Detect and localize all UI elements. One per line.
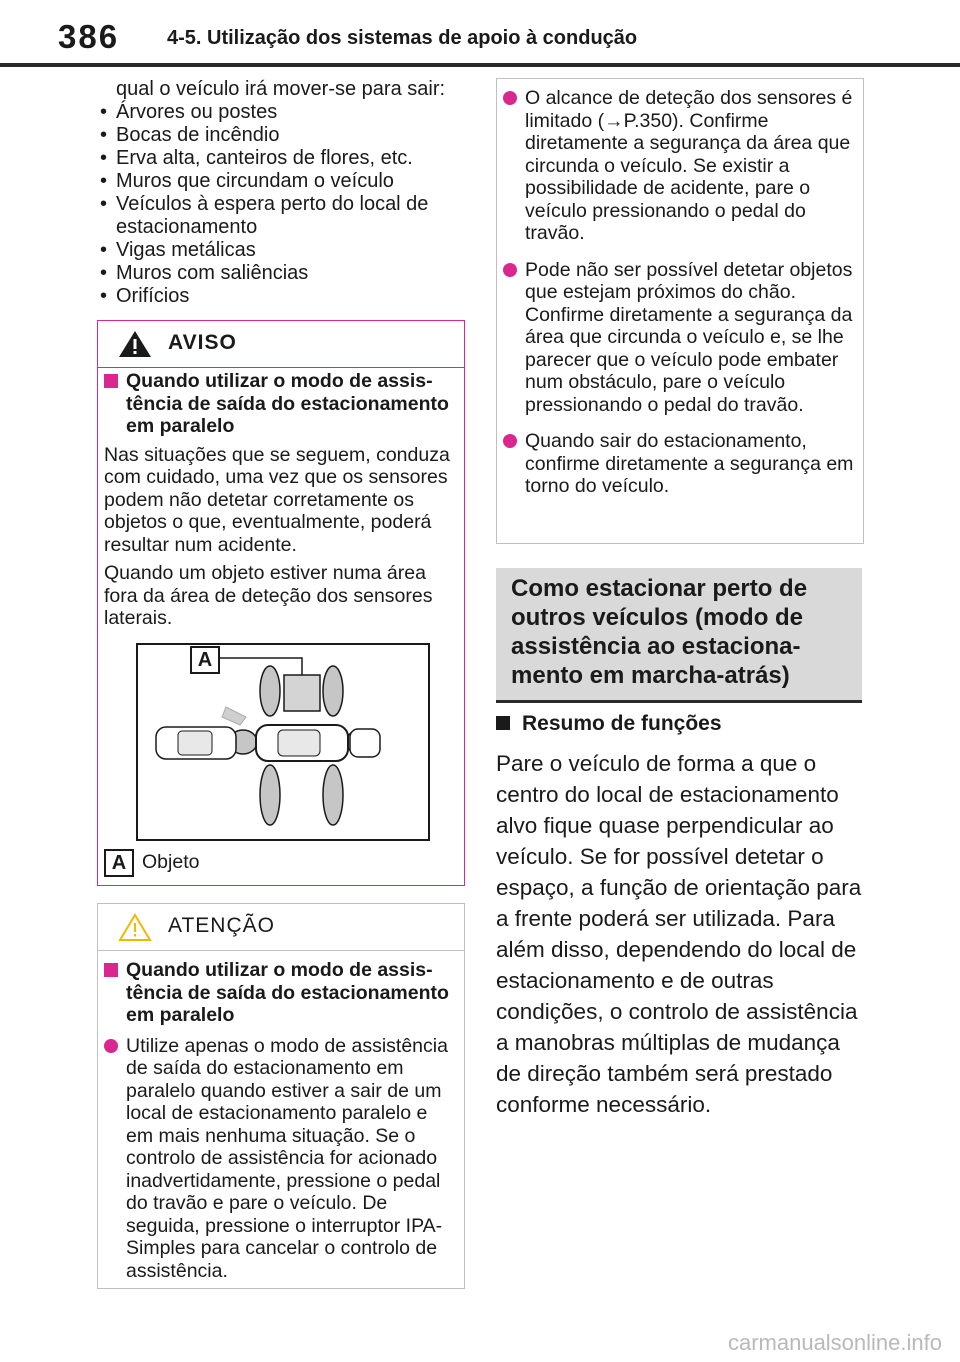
aviso-box (97, 320, 465, 886)
list-item: • Vigas metálicas (100, 239, 256, 261)
list-item: • Bocas de incêndio (100, 124, 280, 146)
page-number: 386 (58, 18, 120, 55)
aviso-label: AVISO (168, 331, 237, 354)
section-title: 4-5. Utilização dos sistemas de apoio à condução (167, 27, 638, 49)
atencao-item: Utilize apenas o modo de assistência de saída do estacionamento em paralelo quando estiver a sair de um local de estacionamento paralelo e em mais nenhuma situação. Se o controlo de assistência for acionado inadvertidamente, pressione o pedal do travão e pare o veículo. De seguida, pressione o interruptor IPA-Simples para cancelar o controlo de assistência. (104, 1035, 456, 1283)
figure-label: A (190, 646, 220, 674)
aviso-heading: Quando utilizar o modo de assistência de saída do estacionamento em paralelo (104, 370, 456, 438)
aviso-paragraph: Nas situações que se seguem, conduza com cuidado, uma vez que os sensores podem não detetar corretamente os objetos o que, eventualmente, poderá resultar num acidente. (104, 443, 450, 556)
functions-body: Pare o veículo de forma a que o centro do local de estacionamento alvo fique quase perpendicular ao veículo. Se for possível detetar o espaço, a função de orientação para a frente poderá ser utilizada. Para além disso, dependendo do local de estacionamento e de outras condições, o controlo de assistência a manobras múltiplas de mudança de direção também será prestado conforme necessário. (496, 751, 862, 1117)
section-heading: Como estacionar perto de outros veículos (modo de assistência ao estacionamento em marcha-atrás) (511, 575, 808, 689)
warning-icon (117, 329, 153, 359)
header-divider (0, 63, 960, 67)
note-item: Pode não ser possível detetar objetos que estejam próximos do chão. Confirme diretamente a segurança da área que circunda o veículo e, se lhe parecer que o veículo pode embater num obstáculo, pare o veículo pressionando o pedal do travão. (503, 259, 855, 417)
atencao-heading: Quando utilizar o modo de assistência de saída do estacionamento em paralelo (104, 959, 456, 1027)
intro-line: qual o veículo irá mover-se para sair: (116, 78, 446, 100)
atencao-header (98, 904, 464, 951)
caption-label: A (104, 849, 134, 877)
figure-caption: A Objeto (104, 849, 199, 877)
notes-box (496, 78, 864, 544)
list-item: • Muros com saliências (100, 262, 309, 284)
aviso-header (98, 321, 464, 368)
note-item: O alcance de deteção dos sensores é limitado (→P.350). Confirme diretamente a segurança da área que circunda o veículo. Se existir a possibilidade de acidente, pare o veículo pressionando o pedal do travão. (503, 87, 855, 245)
list-item: • Árvores ou postes (100, 101, 278, 123)
atencao-label: ATENÇÃO (168, 914, 275, 937)
parking-illustration (136, 643, 430, 841)
list-item: • Orifícios (100, 285, 190, 307)
watermark: carmanualsonline.info (727, 1330, 942, 1355)
note-item: Quando sair do estacionamento, confirme diretamente a segurança em torno do veículo. (503, 430, 855, 498)
aviso-paragraph: Quando um objeto estiver numa área fora da área de deteção dos sensores laterais. (104, 562, 433, 629)
section-heading-band (496, 568, 862, 703)
list-item: • Muros que circundam o veículo (100, 170, 394, 192)
list-item: • Veículos à espera perto do local de estacionamento (100, 193, 429, 238)
atencao-box (97, 903, 465, 1289)
functions-heading: Resumo de funções (496, 712, 722, 736)
caution-icon (117, 912, 153, 942)
left-list (97, 78, 465, 308)
parking-diagram (138, 645, 428, 839)
list-item: • Erva alta, canteiros de flores, etc. (100, 147, 413, 169)
page-header (0, 0, 960, 68)
